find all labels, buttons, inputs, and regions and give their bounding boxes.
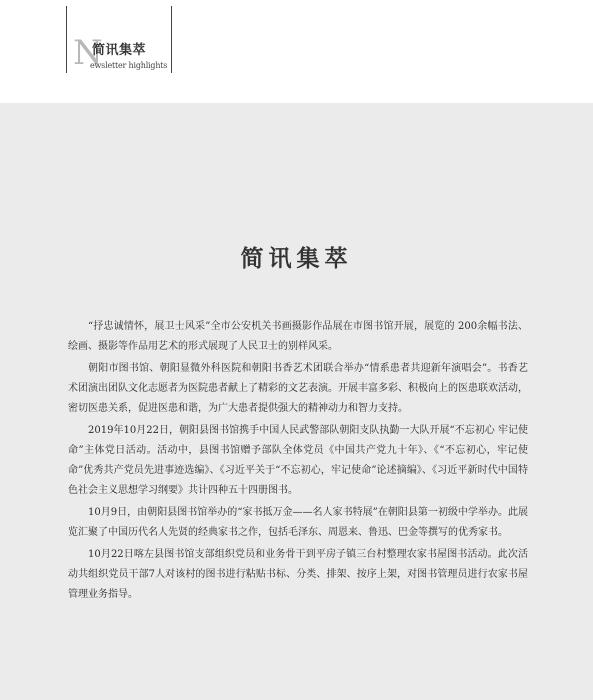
- paragraph: 朝阳市图书馆、朝阳显微外科医院和朝阳书香艺术团联合举办“情系患者共迎新年演唱会”。书香艺术团演出团队文化志愿者为医院患者献上了精彩的文艺表演。开展丰富多彩、积极向上的医患联欢活动，密切医患关系，促进医患和谐，为广大患者提供强大的精神动力和智力支持。: [68, 363, 528, 414]
- page-title: 简讯集萃: [240, 245, 353, 272]
- paragraph: 2019年10月22日，朝阳县图书馆携手中国人民武警部队朝阳支队执勤一大队开展“不忘初心 牢记使命”主体党日活动。活动中，县图书馆赠予部队全体党员《中国共产党九十年》、《“不忘初心，牢记使命”优秀共产党员先进事迹选编》、《习近平关于“不忘初心，牢记使命”论述摘编》、《习近平新时代中国特色社会主义思想学习纲要》共计四种五十四册图书。: [68, 425, 528, 496]
- masthead-subtitle: ewsletter highlights: [90, 61, 168, 70]
- paragraph: 10月9日，由朝阳县图书馆举办的“家书抵万金——名人家书特展”在朝阳县第一初级中学举办。此展览汇聚了中国历代名人先贤的经典家书之作，包括毛泽东、周恩来、鲁迅、巴金等撰写的优秀家书。: [68, 507, 528, 538]
- header-band: [0, 0, 593, 103]
- masthead-title: 简讯集萃: [92, 43, 147, 58]
- paragraph: “抒忠诚情怀，展卫士风采”全市公安机关书画摄影作品展在市图书馆开展，展览的 200余幅书法、绘画、摄影等作品用艺术的形式展现了人民卫士的别样风采。: [68, 321, 528, 352]
- masthead: [66, 6, 172, 73]
- article-body: [68, 317, 528, 607]
- masthead-initial: N: [73, 33, 103, 73]
- paragraph: 10月22日喀左县图书馆支部组织党员和业务骨干到平房子镇三台村整理农家书屋图书活动。此次活动共组织党员干部7人对该村的图书进行粘贴书标、分类、排架、按序上架，对图书管理员进行农家书屋管理业务指导。: [68, 549, 528, 600]
